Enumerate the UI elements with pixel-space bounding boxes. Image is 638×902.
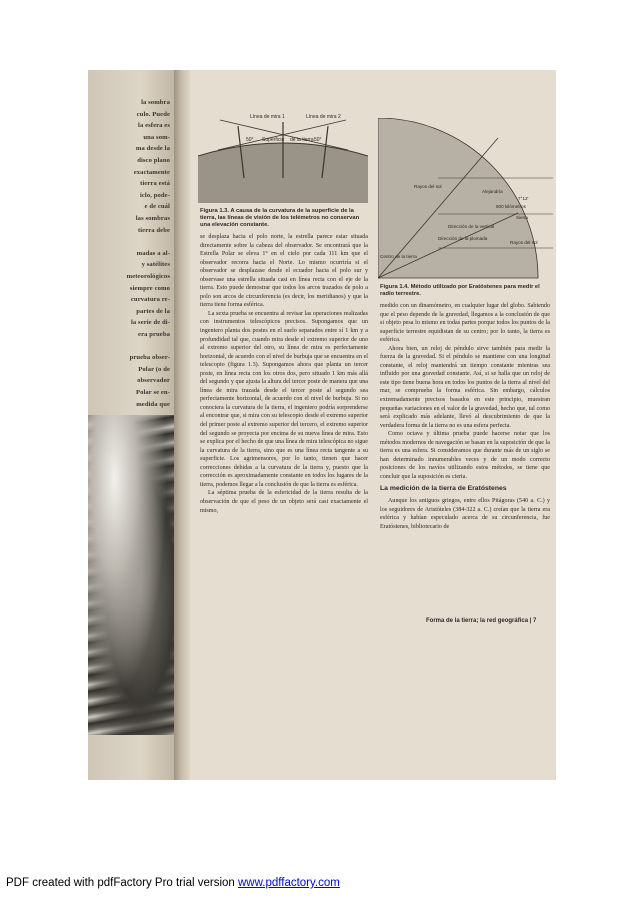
- fig13-label: Línea de mira 2: [306, 114, 341, 120]
- left-text-fragment: partes de la: [136, 307, 170, 315]
- text-column-left: [200, 233, 368, 515]
- fig14-label: Centro de la tierra: [380, 254, 417, 259]
- fig14-label: Rayos del sol: [414, 184, 442, 189]
- fig13-label: Superficie: [262, 137, 285, 143]
- fig14-label: Dirección de la plomada: [438, 236, 488, 241]
- figure-1-4-caption: Figura 1.4. Método utilizado por Eratóstenes para medir el radio terrestre.: [380, 284, 540, 298]
- paragraph: se desplaza hacia el polo norte, la estrella parece estar situada directamente sobre la cabeza del observador. Se encontrará que la Estrella Polar se eleva 1° en el cielo por cada 111 km que el observador recorra hacia el Norte. Lo mismo ocurriría si el observador se desplazase desde el ecuador hacia el polo sur y observase una estrella situada casi en línea recta con el eje de la tierra. Esto puede demostrar que todos los arcos trazados de polo a polo son arcos de circunferencia (es decir, los meridianos) y que la tierra tiene forma esférica.: [200, 234, 368, 309]
- left-text-fragment: meteorológicos: [126, 273, 170, 280]
- left-text-fragment: ma desde la: [135, 145, 170, 153]
- left-text-fragment: la esfera es: [138, 122, 170, 130]
- fig14-label: Alejandría: [482, 189, 503, 194]
- paragraph: La séptima prueba de la esfericidad de la tierra resulta de la observación de que el peso de un objeto será casi exactamente el mismo,: [200, 490, 368, 514]
- left-text-fragment: Polar se en-: [135, 389, 170, 396]
- fig14-label: Dirección de la vertical: [448, 224, 495, 229]
- fig13-label: 50°: [246, 137, 254, 143]
- left-text-fragment: siempre como: [129, 284, 170, 292]
- left-text-fragment: era prueba: [138, 331, 170, 338]
- left-text-fragment: curvatura re-: [130, 296, 170, 304]
- scanned-book-page: [88, 70, 556, 780]
- fig14-label: 800 kilómetros: [496, 204, 526, 209]
- left-text-fragment: las sombras: [135, 215, 170, 222]
- section-heading: La medición de la tierra de Eratóstenes: [380, 485, 507, 493]
- paragraph: Ahora bien, un reloj de péndulo sirve también para medir la fuerza de la gravedad. Si el péndulo se mantiene con una longitud constante, el reloj mantendrá un tiempo constante mientras sea influido por una gravedad constante. Así, si se halla que un reloj de este tipo tiene buena hora en todos los puntos de la tierra al nivel del mar, se comprueba la forma esférica. Sin embargo, cálculos extremadamente precisos basados en este principio, muestran pequeñas variaciones en el valor de la gravedad, hecho que, tal como será explicado más adelante, llevó al descubrimiento de que la verdadera forma de la tierra no es una esfera perfecta.: [380, 345, 550, 429]
- footer-text: PDF created with pdfFactory Pro trial version: [6, 877, 238, 889]
- left-text-fragment: iclo, pode-: [139, 191, 170, 199]
- figure-1-3: [198, 108, 368, 203]
- pdffactory-link[interactable]: www.pdffactory.com: [238, 877, 340, 889]
- paragraph: medido con un dinamómetro, en cualquier lugar del globo. Sabiendo que el peso depende de la gravedad, llegamos a la conclusión de que si objeto pesa lo mismo en todas partes porque todos los puntos de la superficie terrestre equidistan de su centro; por lo tanto, la tierra es esférica.: [380, 303, 550, 344]
- left-text-fragment: tierra debe: [137, 226, 170, 234]
- left-text-fragment: una som-: [143, 133, 170, 141]
- running-footer: Forma de la tierra; la red geográfica | 7: [426, 618, 537, 624]
- pdf-footer: [6, 877, 340, 889]
- left-text-fragment: madas a al-: [136, 249, 170, 257]
- left-text-fragment: culo. Puede: [136, 110, 170, 118]
- left-text-fragment: medida que: [136, 400, 170, 408]
- left-text-fragment: e de cuál: [144, 203, 170, 211]
- figure-1-4: [378, 118, 553, 280]
- left-text-fragment: Polar (o de: [138, 365, 170, 373]
- left-text-fragment: exactamente: [133, 168, 170, 176]
- fig14-label: Siena: [516, 215, 528, 220]
- earth-photo: [88, 415, 176, 735]
- left-text-fragment: disco plano: [137, 157, 170, 164]
- fig14-label: Rayos del sol: [510, 240, 538, 245]
- fig13-label: de la tierra: [290, 137, 314, 143]
- left-text-fragment: y satélites: [141, 261, 170, 269]
- left-page-strip: [88, 70, 176, 780]
- fig13-label: Línea de mira 1: [250, 114, 285, 120]
- paragraph: Aunque los antiguos griegos, entre ellos Pitágoras (540 a. C.) y los seguidores de Aristóteles (384-322 a. C.) creían que la tierra era esférica y habían especulado acerca de su circunferencia, fue Eratóstenes, bibliotecario de: [380, 498, 550, 530]
- paragraph: La sexta prueba se encuentra al revisar las operaciones realizadas con instrumentos telescópicos precisos. Supongamos que un ingeniero planta dos postes en el suelo separados entre sí 1 km y a profundidad tal que, cuando mira desde el extremo superior de uno al extremo superior del otro, su línea de mira es perfectamente horizontal, de acuerdo con el nivel de burbuja que se encuentra en el telescopio (figura 1.3). Supongamos ahora que planta un tercer poste, en línea recta con los otros dos, pero situado 1 km más allá del segundo y que ajusta la altura del tercer poste de manera que una línea de mira trazada desde el tercer poste al segundo sea perfectamente horizontal, de acuerdo con el nivel de burbuja. Si no conociera la curvatura de la tierra, el ingeniero podría sorprenderse al encontrar que, si mira con su telescopio desde el extremo superior del primer poste al extremo superior del tercero, el extremo superior del segundo se proyecta por encima de su nueva línea de mira. Esto se explica por el hecho de que una línea de mira telescópica no sigue la curvatura de la tierra, sino que es una línea recta tangente a su superficie. Los agrimensores, por lo tanto, tienen que hacer correcciones debidas a la curvatura de la tierra y, puesto que la corrección es aproximadamente constante en todos los lugares de la tierra, podemos llegar a la conclusión de que la tierra es esférica.: [200, 310, 368, 488]
- fig13-label: 50°: [314, 137, 322, 143]
- text-column-right: [380, 302, 550, 531]
- left-text-fragment: observador: [137, 377, 170, 385]
- left-text-fragment: tierra está: [140, 180, 170, 188]
- paragraph: Como octava y última prueba puede hacerse notar que los métodos modernos de navegación se basan en la suposición de que la tierra es una esfera. Si consideramos que durante más de un siglo se han determinado innumerables veces y de un modo correcto posiciones de los navíos utilizando estos métodos, se tiene que concluir que la suposición es cierta.: [380, 431, 550, 480]
- figure-1-3-caption: Figura 1.3. A causa de la curvatura de la superficie de la tierra, las líneas de visión de los telémetros no conservan una elevación constante.: [200, 208, 360, 229]
- left-text-fragment: la serie de di-: [130, 319, 170, 327]
- left-text-fragment: la sombra: [141, 99, 170, 106]
- book-gutter: [174, 70, 190, 780]
- right-page: [190, 70, 556, 780]
- left-text-fragment: prueba obser-: [129, 354, 170, 362]
- fig14-label: 7°12': [518, 196, 529, 201]
